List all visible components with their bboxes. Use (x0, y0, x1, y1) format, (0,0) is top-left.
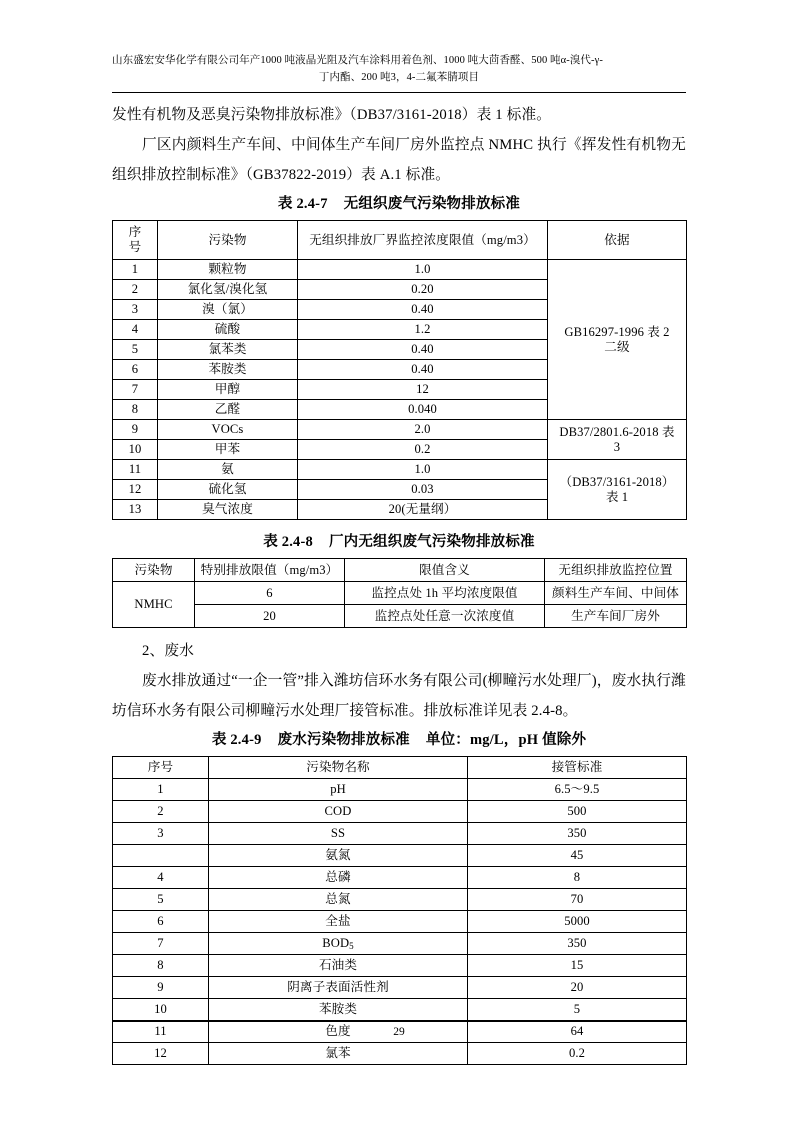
cell-position-line1: 颜料生产车间、中间体 (545, 582, 687, 605)
cell-seq: 1 (113, 260, 158, 280)
cell-name: 色度 (209, 1021, 468, 1043)
paragraph-wastewater-discharge: 废水排放通过“一企一管”排入潍坊信环水务有限公司(柳疃污水处理厂)，废水执行潍坊信环水务有限公司柳疃污水处理厂接管标准。排放标准详见表 2.4-8。 (112, 673, 686, 719)
cell-seq: 7 (113, 933, 209, 955)
cell-name-subscript: 5 (349, 940, 354, 951)
table-249-caption-title: 废水污染物排放标准 (277, 732, 410, 748)
table-row (113, 260, 687, 280)
table-248-caption (112, 528, 686, 556)
table-wastewater-pollutant-standards (112, 756, 687, 1065)
cell-limit: 1.2 (298, 320, 548, 340)
cell-basis-group-3 (548, 460, 687, 520)
table-row (113, 911, 687, 933)
cell-pollutant: 甲苯 (158, 440, 298, 460)
table-row (113, 867, 687, 889)
column-header-special-limit: 特别排放限值（mg/m3） (195, 559, 345, 582)
column-header-basis: 依据 (548, 221, 687, 260)
table-249-caption-unit: 单位：mg/L，pH 值除外 (425, 732, 587, 748)
cell-limit: 20(无量纲） (298, 500, 548, 520)
cell-seq: 9 (113, 977, 209, 999)
cell-seq: 8 (113, 955, 209, 977)
basis-1-line1: GB16297-1996 表 2 (564, 324, 670, 339)
cell-seq: 6 (113, 360, 158, 380)
column-header-seq: 序号 (113, 757, 209, 779)
cell-seq: 10 (113, 440, 158, 460)
cell-limit: 0.40 (298, 300, 548, 320)
cell-name: 总氮 (209, 889, 468, 911)
cell-name: SS (209, 823, 468, 845)
cell-seq: 7 (113, 380, 158, 400)
cell-seq: 3 (113, 823, 209, 845)
cell-seq: 6 (113, 911, 209, 933)
basis-1-line2: 二级 (604, 339, 630, 354)
cell-standard: 64 (468, 1021, 687, 1043)
table-248-caption-number: 表 2.4-8 (263, 534, 313, 550)
table-249-caption (112, 726, 686, 754)
cell-limit: 1.0 (298, 460, 548, 480)
cell-pollutant: 苯胺类 (158, 360, 298, 380)
cell-seq: 2 (113, 280, 158, 300)
cell-seq: 2 (113, 801, 209, 823)
cell-seq: 3 (113, 300, 158, 320)
paragraph-standard-continuation: 发性有机物及恶臭污染物排放标准》（DB37/3161-2018）表 1 标准。 (112, 107, 552, 123)
table-row (113, 605, 687, 628)
header-divider (112, 92, 686, 93)
cell-standard: 8 (468, 867, 687, 889)
table-row (113, 933, 687, 955)
column-header-standard: 接管标准 (468, 757, 687, 779)
table-row (113, 845, 687, 867)
header-line-2: 丁内酯、200 吨3，4-二氟苯腈项目 (318, 72, 480, 83)
cell-seq: 8 (113, 400, 158, 420)
cell-pollutant: VOCs (158, 420, 298, 440)
table-249-caption-number: 表 2.4-9 (211, 732, 262, 748)
cell-seq: 13 (113, 500, 158, 520)
cell-limit: 0.40 (298, 340, 548, 360)
cell-limit: 0.20 (298, 280, 548, 300)
table-unorganized-waste-gas-standards (112, 220, 687, 520)
cell-basis-group-1 (548, 260, 687, 420)
column-header-name: 污染物名称 (209, 757, 468, 779)
table-row-header (113, 221, 687, 260)
table-247-caption (112, 190, 686, 218)
cell-standard: 500 (468, 801, 687, 823)
cell-standard: 70 (468, 889, 687, 911)
table-row (113, 801, 687, 823)
footer-divider (112, 1021, 686, 1022)
cell-seq: 11 (113, 1021, 209, 1043)
cell-meaning: 监控点处任意一次浓度值 (345, 605, 545, 628)
cell-standard: 15 (468, 955, 687, 977)
cell-limit: 0.40 (298, 360, 548, 380)
table-row (113, 955, 687, 977)
cell-pollutant-nmhc: NMHC (113, 582, 195, 628)
table-row (113, 420, 687, 440)
cell-standard: 350 (468, 823, 687, 845)
seq-header-line2: 号 (128, 240, 142, 254)
cell-seq: 4 (113, 867, 209, 889)
table-row-header (113, 559, 687, 582)
cell-seq (113, 845, 209, 867)
cell-standard: 350 (468, 933, 687, 955)
table-row (113, 779, 687, 801)
basis-3-line2: 表 1 (605, 489, 629, 504)
cell-name: 氯苯 (209, 1043, 468, 1065)
basis-2-line1: DB37/2801.6-2018 表 (559, 424, 675, 439)
table-247-caption-number: 表 2.4-7 (277, 196, 328, 212)
cell-pollutant: 硫酸 (158, 320, 298, 340)
cell-name: 阴离子表面活性剂 (209, 977, 468, 999)
column-header-pollutant: 污染物 (158, 221, 298, 260)
column-header-seq (113, 221, 158, 260)
column-header-position: 无组织排放监控位置 (545, 559, 687, 582)
cell-limit: 12 (298, 380, 548, 400)
cell-standard: 5 (468, 999, 687, 1021)
table-row (113, 889, 687, 911)
cell-special-limit: 6 (195, 582, 345, 605)
cell-pollutant: 臭气浓度 (158, 500, 298, 520)
cell-limit: 1.0 (298, 260, 548, 280)
cell-pollutant: 颗粒物 (158, 260, 298, 280)
cell-position-line2: 生产车间厂房外 (545, 605, 687, 628)
header-line-1: 山东盛宏安华化学有限公司年产1000 吨液晶光阻及汽车涂料用着色剂、1000 吨大茴香醛、500 吨α-溴代-γ- (112, 55, 603, 66)
cell-seq: 11 (113, 460, 158, 480)
table-row (113, 999, 687, 1021)
table-indoor-unorganized-waste-gas-standards (112, 558, 687, 628)
cell-pollutant: 氨 (158, 460, 298, 480)
cell-pollutant: 乙醛 (158, 400, 298, 420)
cell-standard: 6.5～9.5 (468, 779, 687, 801)
cell-standard: 0.2 (468, 1043, 687, 1065)
cell-standard: 45 (468, 845, 687, 867)
cell-standard: 5000 (468, 911, 687, 933)
cell-seq: 5 (113, 340, 158, 360)
table-row (113, 460, 687, 480)
cell-name: 全盐 (209, 911, 468, 933)
cell-pollutant: 氯化氢/溴化氢 (158, 280, 298, 300)
column-header-pollutant: 污染物 (113, 559, 195, 582)
cell-pollutant: 氯苯类 (158, 340, 298, 360)
cell-name: 氨氮 (209, 845, 468, 867)
page-number: 29 (393, 1026, 405, 1038)
cell-name: 苯胺类 (209, 999, 468, 1021)
cell-pollutant: 硫化氢 (158, 480, 298, 500)
cell-seq: 9 (113, 420, 158, 440)
cell-limit: 0.03 (298, 480, 548, 500)
basis-2-line2: 3 (613, 439, 621, 454)
column-header-meaning: 限值含义 (345, 559, 545, 582)
cell-special-limit: 20 (195, 605, 345, 628)
basis-3-line1: （DB37/3161-2018） (559, 474, 675, 489)
cell-meaning: 监控点处 1h 平均浓度限值 (345, 582, 545, 605)
paragraph-wastewater-heading: 2、废水 (142, 643, 195, 659)
table-row (113, 582, 687, 605)
cell-name: COD (209, 801, 468, 823)
cell-limit: 0.2 (298, 440, 548, 460)
column-header-limit: 无组织排放厂界监控浓度限值（mg/m3） (298, 221, 548, 260)
table-row-header (113, 757, 687, 779)
table-row (113, 1043, 687, 1065)
cell-name: 石油类 (209, 955, 468, 977)
cell-standard: 20 (468, 977, 687, 999)
cell-seq: 5 (113, 889, 209, 911)
cell-limit: 2.0 (298, 420, 548, 440)
table-row (113, 823, 687, 845)
document-content (112, 100, 686, 1065)
table-248-caption-title: 厂内无组织废气污染物排放标准 (328, 534, 535, 550)
cell-seq: 4 (113, 320, 158, 340)
running-header (112, 52, 686, 86)
cell-seq: 10 (113, 999, 209, 1021)
cell-basis-group-2 (548, 420, 687, 460)
cell-pollutant: 溴（氯） (158, 300, 298, 320)
paragraph-nmhc-standard: 厂区内颜料生产车间、中间体生产车间厂房外监控点 NMHC 执行《挥发性有机物无组织排放控制标准》（GB37822-2019）表 A.1 标准。 (112, 137, 686, 183)
cell-limit: 0.040 (298, 400, 548, 420)
table-row (113, 977, 687, 999)
cell-name (209, 933, 468, 955)
cell-seq: 12 (113, 1043, 209, 1065)
cell-name: pH (209, 779, 468, 801)
seq-header-line1: 序 (128, 225, 142, 239)
table-247-caption-title: 无组织废气污染物排放标准 (343, 196, 521, 212)
cell-seq: 12 (113, 480, 158, 500)
cell-name: 总磷 (209, 867, 468, 889)
cell-seq: 1 (113, 779, 209, 801)
cell-name-text: BOD (322, 935, 350, 950)
cell-pollutant: 甲醇 (158, 380, 298, 400)
